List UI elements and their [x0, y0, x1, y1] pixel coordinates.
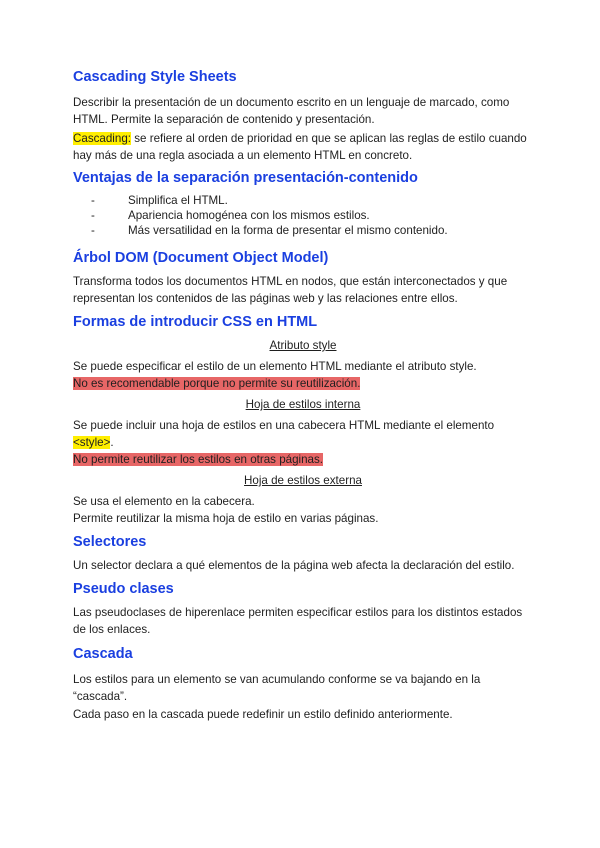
dash-bullet: - — [91, 209, 95, 222]
paragraph-dom: Transforma todos los documentos HTML en nodos, que están interconectados y que representan los contenidos de las páginas web y las relaciones entre ellos. — [73, 275, 508, 305]
highlight-warning: No es recomendable porque no permite su reutilización. — [73, 377, 361, 390]
paragraph-cascada-1: Los estilos para un elemento se van acumulando conforme se va bajando en la “cascada”. — [73, 673, 481, 703]
document-page — [73, 68, 533, 723]
highlight-cascading-term: Cascading: — [73, 132, 132, 145]
paragraph-hoja-externa-2: Permite reutilizar la misma hoja de estilo en varias páginas. — [73, 512, 379, 525]
list-item: - Simplifica el HTML. — [91, 194, 228, 207]
paragraph-cascading — [73, 130, 533, 164]
ventajas-list — [73, 193, 533, 238]
list-item: - Más versatilidad en la forma de presentar el mismo contenido. — [91, 224, 448, 237]
list-item: - Apariencia homogénea con los mismos estilos. — [91, 209, 370, 222]
cascading-definition: se refiere al orden de prioridad en que se aplican las reglas de estilo cuando hay más de una regla asociada a un elemento HTML en concreto. — [73, 132, 527, 162]
heading-formas: Formas de introducir CSS en HTML — [73, 314, 318, 330]
highlight-style-tag: <style> — [73, 436, 111, 449]
subheading-atributo-style: Atributo style — [269, 339, 337, 352]
paragraph-css-intro: Describir la presentación de un documento escrito en un lenguaje de marcado, como HTML. Permite la separación de contenido y presentación. — [73, 96, 510, 126]
heading-cascada: Cascada — [73, 646, 133, 662]
dash-bullet: - — [91, 224, 95, 237]
paragraph-selectores: Un selector declara a qué elementos de la página web afecta la declaración del estilo. — [73, 559, 515, 572]
heading-selectores: Selectores — [73, 534, 147, 550]
heading-dom: Árbol DOM (Document Object Model) — [73, 250, 329, 266]
heading-css: Cascading Style Sheets — [73, 69, 237, 85]
subheading-hoja-externa: Hoja de estilos externa — [244, 474, 362, 487]
paragraph-pseudo-clases: Las pseudoclases de hiperenlace permiten especificar estilos para los distintos estados de los enlaces. — [73, 606, 523, 636]
paragraph-hoja-externa-1: Se usa el elemento en la cabecera. — [73, 495, 255, 508]
paragraph-atributo-style: Se puede especificar el estilo de un elemento HTML mediante el atributo style. — [73, 360, 477, 373]
paragraph-hoja-interna: Se puede incluir una hoja de estilos en una cabecera HTML mediante el elemento <style>. — [73, 419, 495, 449]
warning-hoja-interna — [73, 451, 533, 468]
warning-atributo-style — [73, 375, 533, 392]
heading-ventajas: Ventajas de la separación presentación-contenido — [73, 170, 418, 186]
heading-pseudo-clases: Pseudo clases — [73, 581, 174, 597]
paragraph-cascada-2: Cada paso en la cascada puede redefinir un estilo definido anteriormente. — [73, 708, 453, 721]
highlight-warning: No permite reutilizar los estilos en otras páginas. — [73, 453, 324, 466]
dash-bullet: - — [91, 194, 95, 207]
subheading-hoja-interna: Hoja de estilos interna — [245, 398, 361, 411]
